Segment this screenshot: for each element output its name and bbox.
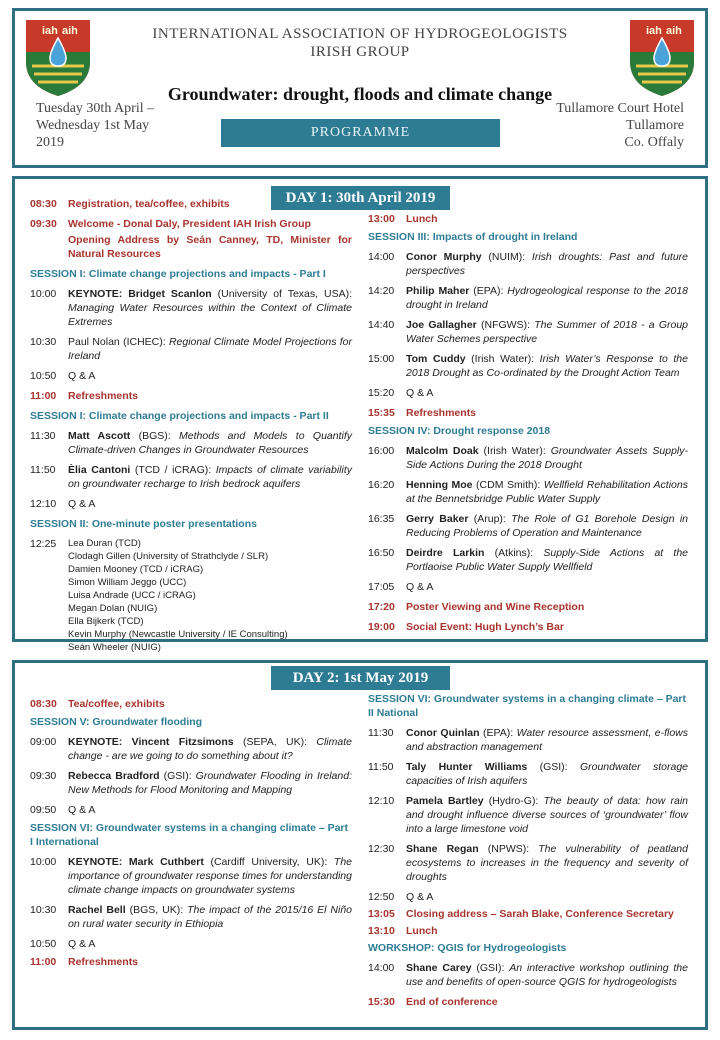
agenda-row — [30, 497, 352, 511]
speaker: KEYNOTE: Mark Cuthbert — [68, 856, 204, 868]
affiliation: (ICHEC): — [119, 336, 169, 348]
speaker: KEYNOTE: Vincent Fitzsimons — [68, 736, 234, 748]
talk-title: The vulnerability of peatland ecosystems to increases in the frequency and severity of droughts — [406, 843, 688, 883]
svg-text:iah: iah — [646, 25, 662, 37]
talk-row — [368, 726, 688, 754]
time: 16:20 — [368, 479, 395, 491]
time: 16:50 — [368, 547, 395, 559]
time: 12:50 — [368, 891, 395, 903]
speaker: Henning Moe — [406, 479, 473, 491]
talk-title: Methods and Models to Quantify Climate-driven Changes in Groundwater Resources — [68, 430, 353, 456]
talk-row — [30, 735, 352, 763]
speaker: Deirdre Larkin — [406, 547, 485, 559]
speaker: Rebecca Bradford — [68, 770, 160, 782]
poster-presenter: Seán Wheeler (NUIG) — [68, 642, 161, 653]
session-heading: SESSION II: One-minute poster presentations — [30, 518, 257, 530]
speaker: Conor Quinlan — [406, 727, 480, 739]
speaker: Èlia Cantoni — [68, 464, 131, 476]
agenda-row — [368, 890, 688, 904]
talk-row — [30, 335, 352, 363]
talk-row — [30, 287, 352, 329]
time: 09:30 — [30, 218, 57, 230]
speaker: Paul Nolan — [68, 336, 120, 348]
talk-title: Supply-Side Actions at the Portlaoise Public Water Supply Wellfield — [406, 547, 688, 573]
session-heading: SESSION IV: Drought response 2018 — [368, 425, 551, 437]
affiliation: (Arup): — [468, 513, 512, 525]
agenda-text: Q & A — [406, 581, 434, 593]
speaker: Conor Murphy — [406, 251, 482, 263]
talk-title: Managing Water Resources within the Context of Climate Extremes — [68, 302, 352, 328]
svg-text:aih: aih — [62, 25, 78, 37]
agenda-text: Opening Address by Seán Canney, TD, Minister for Natural Resources — [68, 234, 352, 260]
venue-line: Co. Offaly — [624, 135, 684, 150]
agenda-row — [368, 600, 688, 614]
agenda-text: Refreshments — [406, 407, 477, 419]
speaker: Gerry Baker — [406, 513, 469, 525]
talk-title: The beauty of data: how rain and drought influence diverse sources of ‘groundwater’ flow into a large limestone void — [406, 795, 688, 835]
talk-row — [30, 429, 352, 457]
affiliation: (University of Texas, USA): — [211, 288, 352, 300]
poster-presenter: Simon William Jeggo (UCC) — [68, 577, 187, 588]
time: 12:10 — [368, 795, 395, 807]
affiliation: (Irish Water): — [465, 353, 540, 365]
agenda-text: Refreshments — [68, 390, 139, 402]
agenda-text: Q & A — [68, 938, 96, 950]
agenda-text: Refreshments — [68, 956, 139, 968]
session-heading: SESSION I: Climate change projections and impacts - Part II — [30, 410, 329, 422]
agenda-row — [368, 995, 688, 1009]
talk-title: The impact of the 2015/16 El Niño on rural water security in Ethiopia — [68, 904, 353, 930]
svg-text:aih: aih — [666, 25, 682, 37]
poster-row — [30, 537, 352, 654]
agenda-row — [30, 233, 352, 261]
agenda-text: Closing address – Sarah Blake, Conference Secretary — [406, 908, 674, 920]
affiliation: (EPA): — [469, 285, 508, 297]
session-heading: SESSION V: Groundwater flooding — [30, 716, 203, 728]
talk-row — [368, 352, 688, 380]
talk-row — [30, 903, 352, 931]
time: 13:00 — [368, 213, 395, 225]
time: 15:30 — [368, 996, 395, 1008]
agenda-text: Tea/coffee, exhibits — [68, 698, 165, 710]
agenda-row — [30, 803, 352, 817]
agenda-text: Q & A — [68, 804, 96, 816]
agenda-row — [30, 389, 352, 403]
time: 15:35 — [368, 407, 395, 419]
agenda-text: Welcome - Donal Daly, President IAH Irish Group — [68, 218, 311, 230]
speaker: Pamela Bartley — [406, 795, 484, 807]
agenda-row — [30, 955, 352, 969]
time: 17:20 — [368, 601, 395, 613]
day2-title: DAY 2: 1st May 2019 — [271, 666, 450, 690]
affiliation: (Irish Water): — [478, 445, 551, 457]
time: 10:30 — [30, 904, 57, 916]
affiliation: (BGS): — [130, 430, 180, 442]
poster-presenter: Lea Duran (TCD) — [68, 538, 141, 549]
session-heading: SESSION VI: Groundwater systems in a changing climate – Part I International — [30, 822, 349, 848]
poster-presenter: Clodagh Gillen (University of Strathclyde / SLR) — [68, 551, 269, 562]
time: 13:10 — [368, 925, 395, 937]
talk-row — [368, 794, 688, 836]
talk-title: Water resource assessment, e-flows and abstraction management — [406, 727, 688, 753]
time: 12:30 — [368, 843, 395, 855]
conference-dates — [36, 100, 154, 151]
agenda-text: Lunch — [406, 213, 438, 225]
time: 13:05 — [368, 908, 395, 920]
talk-row — [368, 961, 688, 989]
speaker: Joe Gallagher — [406, 319, 477, 331]
talk-row — [30, 769, 352, 797]
affiliation: (Cardiff University, UK): — [203, 856, 334, 868]
talk-row — [368, 842, 688, 884]
session-heading: SESSION VI: Groundwater systems in a changing climate – Part II National — [368, 693, 687, 719]
speaker: Taly Hunter Williams — [406, 761, 528, 773]
agenda-text: End of conference — [406, 996, 498, 1008]
talk-title: Irish Water’s Response to the 2018 Drought as Co-ordinated by the Drought Action Team — [406, 353, 688, 379]
talk-title: Groundwater storage capacities of Irish aquifers — [406, 761, 688, 787]
time: 11:50 — [30, 464, 56, 476]
time: 12:25 — [30, 538, 57, 550]
time: 14:00 — [368, 251, 395, 263]
talk-row — [368, 546, 688, 574]
poster-presenter: Megan Dolan (NUIG) — [68, 603, 158, 614]
poster-presenter: Damien Mooney (TCD / iCRAG) — [68, 564, 204, 575]
time: 08:30 — [30, 198, 57, 210]
time: 11:30 — [368, 727, 394, 739]
time: 16:00 — [368, 445, 395, 457]
talk-title: An interactive workshop outlining the use and benefits of open-source QGIS for hydrogeologists — [406, 962, 688, 988]
time: 11:00 — [30, 956, 57, 968]
time: 09:50 — [30, 804, 57, 816]
talk-title: Groundwater Flooding in Ireland: New Methods for Flood Monitoring and Mapping — [68, 770, 352, 796]
agenda-row — [30, 197, 352, 211]
agenda-text: Lunch — [406, 925, 438, 937]
programme-banner: PROGRAMME — [221, 119, 500, 147]
affiliation: (EPA): — [479, 727, 517, 739]
affiliation: (GSI): — [527, 761, 580, 773]
date-line: Tuesday 30th April – — [36, 101, 155, 116]
affiliation: (BGS, UK): — [125, 904, 188, 916]
time: 09:00 — [30, 736, 57, 748]
talk-title: Climate change - are we going to do something about it? — [68, 736, 352, 762]
session-heading: SESSION I: Climate change projections and impacts - Part I — [30, 268, 326, 280]
day1-left-column — [30, 197, 352, 660]
time: 11:00 — [30, 390, 57, 402]
agenda-text: Q & A — [406, 891, 434, 903]
affiliation: (Hydro-G): — [483, 795, 544, 807]
time: 10:50 — [30, 938, 57, 950]
time: 16:35 — [368, 513, 395, 525]
time: 10:30 — [30, 336, 57, 348]
affiliation: (SEPA, UK): — [233, 736, 317, 748]
agenda-row — [30, 937, 352, 951]
session-heading: SESSION III: Impacts of drought in Ireland — [368, 231, 578, 243]
affiliation: (GSI): — [471, 962, 510, 974]
time: 08:30 — [30, 698, 57, 710]
affiliation: (CDM Smith): — [472, 479, 544, 491]
time: 12:10 — [30, 498, 57, 510]
conference-title: Groundwater: drought, floods and climate change — [167, 84, 553, 104]
agenda-text: Q & A — [68, 498, 96, 510]
talk-row — [30, 855, 352, 897]
date-line: Wednesday 1st May — [36, 118, 150, 133]
agenda-row — [368, 620, 688, 634]
time: 09:30 — [30, 770, 57, 782]
time: 10:00 — [30, 856, 57, 868]
venue-line: Tullamore — [626, 118, 684, 133]
agenda-text: Poster Viewing and Wine Reception — [406, 601, 585, 613]
speaker: Rachel Bell — [68, 904, 126, 916]
venue-line: Tullamore Court Hotel — [556, 101, 684, 116]
talk-title: The Summer of 2018 - a Group Water Schemes perspective — [406, 319, 688, 345]
day2-left-column — [30, 697, 352, 975]
affiliation: (NPWS): — [478, 843, 539, 855]
time: 14:20 — [368, 285, 395, 297]
talk-title: Regional Climate Model Projections for Ireland — [68, 336, 352, 362]
speaker: Shane Regan — [406, 843, 479, 855]
agenda-text: Q & A — [68, 370, 96, 382]
talk-title: Impacts of climate variability on groundwater recharge to Irish bedrock aquifers — [68, 464, 352, 490]
agenda-row — [368, 406, 688, 420]
agenda-row — [368, 580, 688, 594]
talk-row — [30, 463, 352, 491]
speaker: Malcolm Doak — [406, 445, 479, 457]
day2-right-column — [368, 692, 688, 1015]
time: 19:00 — [368, 621, 395, 633]
agenda-text: Q & A — [406, 387, 434, 399]
agenda-text: Registration, tea/coffee, exhibits — [68, 198, 230, 210]
talk-title: The importance of groundwater response times for understanding climate change impacts on groundwater systems — [68, 856, 353, 896]
time: 14:40 — [368, 319, 395, 331]
talk-row — [368, 760, 688, 788]
speaker: Philip Maher — [406, 285, 470, 297]
talk-row — [368, 478, 688, 506]
affiliation: (Atkins): — [484, 547, 544, 559]
agenda-row — [368, 212, 688, 226]
affiliation: (NFGWS): — [476, 319, 535, 331]
speaker: Shane Carey — [406, 962, 472, 974]
session-heading: WORKSHOP: QGIS for Hydrogeologists — [368, 942, 567, 954]
org-subname: IRISH GROUP — [310, 44, 410, 60]
talk-title: Irish droughts: Past and future perspectives — [406, 251, 688, 277]
date-line: 2019 — [36, 135, 64, 150]
affiliation: (GSI): — [159, 770, 196, 782]
agenda-row — [30, 369, 352, 383]
speaker: KEYNOTE: Bridget Scanlon — [68, 288, 212, 300]
talk-row — [368, 512, 688, 540]
talk-title: Wellfield Rehabilitation Actions at the Bennetsbridge Public Water Supply — [406, 479, 688, 505]
agenda-row — [368, 386, 688, 400]
poster-presenter: Kevin Murphy (Newcastle University / IE Consulting) — [68, 629, 288, 640]
talk-row — [368, 284, 688, 312]
affiliation: (NUIM): — [481, 251, 532, 263]
agenda-row — [30, 697, 352, 711]
talk-title: Groundwater Assets Supply-Side Actions During the 2018 Drought — [406, 445, 688, 471]
talk-row — [368, 250, 688, 278]
time: 11:30 — [30, 430, 56, 442]
time: 17:05 — [368, 581, 395, 593]
time: 14:00 — [368, 962, 395, 974]
agenda-row — [368, 907, 688, 921]
poster-presenter: Luisa Andrade (UCC / iCRAG) — [68, 590, 196, 601]
org-name: INTERNATIONAL ASSOCIATION OF HYDROGEOLOGISTS — [152, 26, 568, 42]
day1-title: DAY 1: 30th April 2019 — [271, 186, 450, 210]
speaker: Tom Cuddy — [406, 353, 466, 365]
poster-presenter: Ella Bijkerk (TCD) — [68, 616, 144, 627]
time: 10:00 — [30, 288, 57, 300]
talk-row — [368, 444, 688, 472]
day1-right-column — [368, 212, 688, 640]
affiliation: (TCD / iCRAG): — [130, 464, 216, 476]
speaker: Matt Ascott — [68, 430, 131, 442]
talk-title: Hydrogeological response to the 2018 drought in Ireland — [406, 285, 688, 311]
agenda-text: Social Event: Hugh Lynch’s Bar — [406, 621, 564, 633]
conference-venue — [556, 100, 684, 151]
agenda-row — [30, 217, 352, 231]
poster-list — [68, 537, 352, 654]
time: 10:50 — [30, 370, 57, 382]
time: 11:50 — [368, 761, 394, 773]
talk-row — [368, 318, 688, 346]
time: 15:20 — [368, 387, 395, 399]
agenda-row — [368, 924, 688, 938]
svg-text:iah: iah — [42, 25, 58, 37]
talk-title: The Role of G1 Borehole Design in Reducing Problems of Operation and Maintenance — [406, 513, 688, 539]
time: 15:00 — [368, 353, 395, 365]
